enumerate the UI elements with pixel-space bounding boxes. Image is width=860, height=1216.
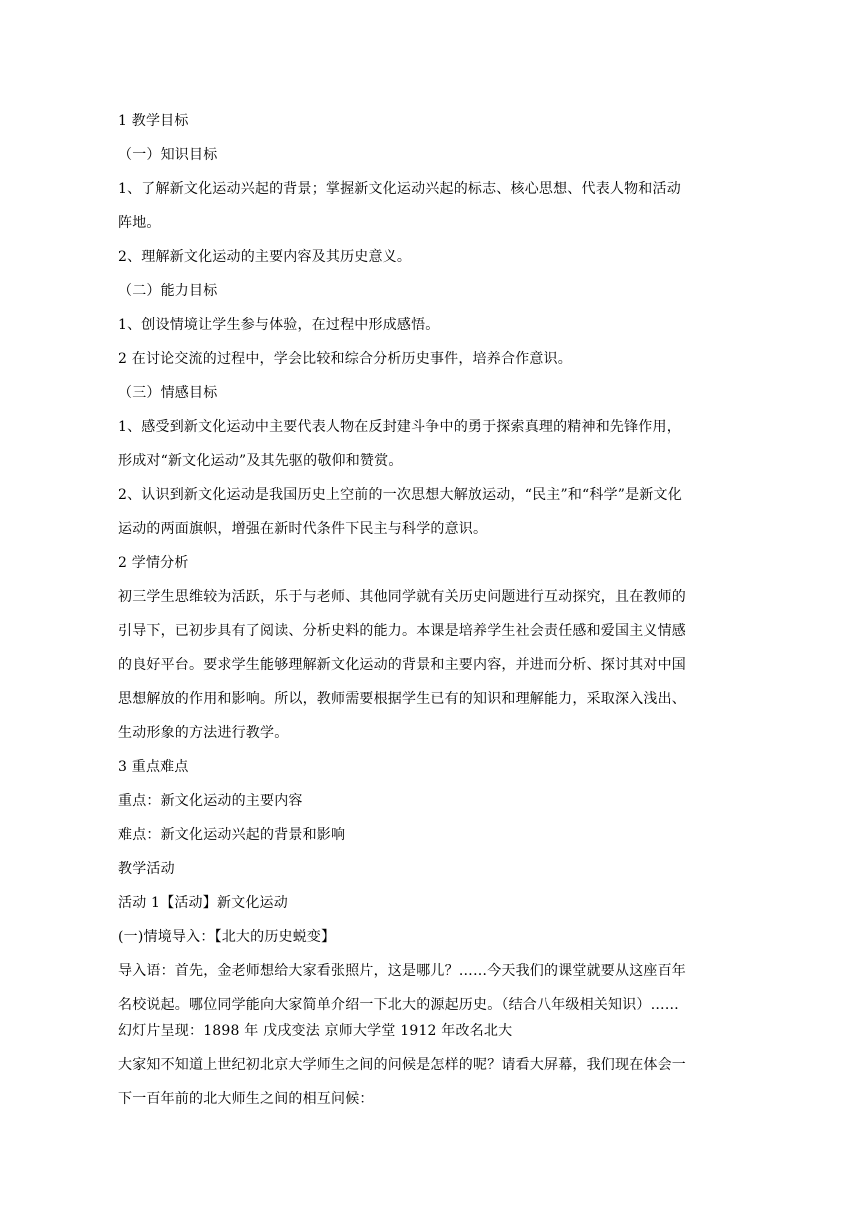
paragraph-line: 名校说起。哪位同学能向大家简单介绍一下北大的源起历史。（结合八年级相关知识）…… bbox=[118, 997, 679, 1013]
paragraph-line: 1、了解新文化运动兴起的背景；掌握新文化运动兴起的标志、核心思想、代表人物和活动 bbox=[118, 181, 681, 197]
heading-teaching-goals: 1 教学目标 bbox=[118, 113, 189, 129]
paragraph-line: 1、创设情境让学生参与体验，在过程中形成感悟。 bbox=[118, 317, 440, 333]
paragraph-line: 阵地。 bbox=[118, 215, 161, 231]
paragraph-line: 1、感受到新文化运动中主要代表人物在反封建斗争中的勇于探索真理的精神和先锋作用， bbox=[118, 419, 681, 435]
heading-key-points: 3 重点难点 bbox=[118, 759, 189, 775]
subheading-knowledge-goals: （一）知识目标 bbox=[118, 147, 218, 163]
paragraph-line: 导入语：首先，金老师想给大家看张照片，这是哪儿？……今天我们的课堂就要从这座百年 bbox=[118, 963, 686, 979]
paragraph-line: 难点：新文化运动兴起的背景和影响 bbox=[118, 827, 346, 843]
paragraph-line: 引导下，已初步具有了阅读、分析史料的能力。本课是培养学生社会责任感和爱国主义情感 bbox=[118, 623, 686, 639]
subheading-emotion-goals: （三）情感目标 bbox=[118, 385, 218, 401]
paragraph-line: 思想解放的作用和影响。所以，教师需要根据学生已有的知识和理解能力，采取深入浅出、 bbox=[118, 691, 686, 707]
paragraph-line: 重点：新文化运动的主要内容 bbox=[118, 793, 303, 809]
paragraph-line: 幻灯片呈现：1898 年 戊戌变法 京师大学堂 1912 年改名北大 bbox=[118, 1023, 513, 1039]
paragraph-line: 的良好平台。要求学生能够理解新文化运动的背景和主要内容，并进而分析、探讨其对中国 bbox=[118, 657, 686, 673]
paragraph-line: 初三学生思维较为活跃，乐于与老师、其他同学就有关历史问题进行互动探究，且在教师的 bbox=[118, 589, 686, 605]
subheading-ability-goals: （二）能力目标 bbox=[118, 283, 218, 299]
paragraph-line: 2 在讨论交流的过程中，学会比较和综合分析历史事件，培养合作意识。 bbox=[118, 351, 572, 367]
paragraph-line: 下一百年前的北大师生之间的相互问候： bbox=[118, 1091, 374, 1107]
paragraph-line: 运动的两面旗帜，增强在新时代条件下民主与科学的意识。 bbox=[118, 521, 488, 537]
paragraph-line: 生动形象的方法进行教学。 bbox=[118, 725, 289, 741]
paragraph-line: 大家知不知道上世纪初北京大学师生之间的问候是怎样的呢？请看大屏幕，我们现在体会一 bbox=[118, 1057, 686, 1073]
paragraph-line: (一)情境导入：【北大的历史蜕变】 bbox=[118, 929, 336, 945]
document-page bbox=[118, 110, 738, 1122]
paragraph-line: 2、理解新文化运动的主要内容及其历史意义。 bbox=[118, 249, 412, 265]
heading-student-analysis: 2 学情分析 bbox=[118, 555, 189, 571]
heading-teaching-activities: 教学活动 bbox=[118, 861, 175, 877]
activity-title: 活动 1【活动】新文化运动 bbox=[118, 895, 288, 911]
paragraph-line: 2、认识到新文化运动是我国历史上空前的一次思想大解放运动，“民主”和“科学”是新文化 bbox=[118, 487, 682, 503]
paragraph-line: 形成对“新文化运动”及其先驱的敬仰和赞赏。 bbox=[118, 453, 403, 469]
